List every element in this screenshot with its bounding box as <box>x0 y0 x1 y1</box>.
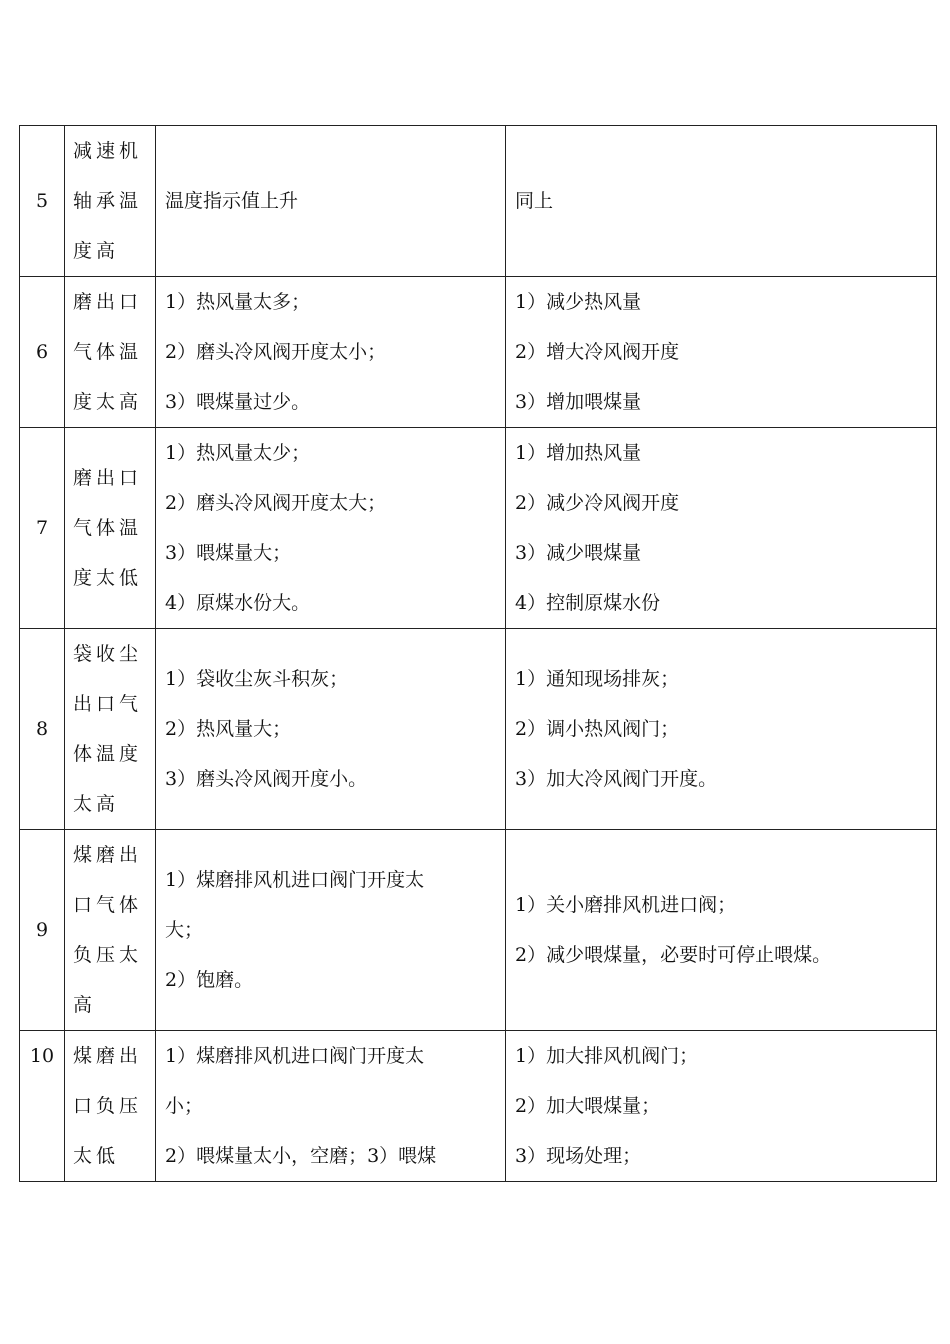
action-line: 1）关小磨排风机进口阀； <box>515 894 737 916</box>
fault-name-line: 口负压 <box>73 1095 143 1117</box>
table-row <box>20 629 937 830</box>
table-row <box>20 277 937 428</box>
fault-name <box>65 126 156 277</box>
fault-name-line: 太低 <box>73 1145 120 1167</box>
fault-name-line: 气体温 <box>73 341 143 363</box>
row-number: 5 <box>20 126 65 277</box>
fault-name-line: 口气体 <box>73 894 143 916</box>
action-line: 2）减少喂煤量，必要时可停止喂煤。 <box>515 944 832 966</box>
row-number: 8 <box>20 629 65 830</box>
fault-name <box>65 1031 156 1182</box>
fault-action <box>506 428 937 629</box>
fault-name-line: 袋收尘 <box>73 643 143 665</box>
cause-line: 2）磨头冷风阀开度太大； <box>165 492 387 514</box>
fault-cause <box>156 1031 506 1182</box>
action-line: 3）加大冷风阀门开度。 <box>515 768 718 790</box>
fault-action <box>506 629 937 830</box>
row-number: 9 <box>20 830 65 1031</box>
fault-name-line: 出口气 <box>73 693 143 715</box>
cause-line: 大； <box>165 919 204 941</box>
fault-action <box>506 830 937 1031</box>
fault-cause <box>156 629 506 830</box>
fault-name-line: 负压太 <box>73 944 143 966</box>
table-row <box>20 428 937 629</box>
cause-line: 2）喂煤量太小，空磨；3）喂煤 <box>165 1145 437 1167</box>
action-line: 1）减少热风量 <box>515 291 642 313</box>
table-row <box>20 830 937 1031</box>
cause-line: 1）煤磨排风机进口阀门开度太 <box>165 869 425 891</box>
fault-name-line: 煤磨出 <box>73 844 143 866</box>
cause-line: 2）热风量大； <box>165 718 292 740</box>
table-row <box>20 126 937 277</box>
fault-name-line: 度高 <box>73 240 120 262</box>
fault-name-line: 轴承温 <box>73 190 143 212</box>
table-row <box>20 1031 937 1182</box>
fault-name <box>65 830 156 1031</box>
cause-line: 小； <box>165 1095 204 1117</box>
cause-line: 3）磨头冷风阀开度小。 <box>165 768 368 790</box>
cause-line: 1）热风量太少； <box>165 442 311 464</box>
fault-table <box>19 125 937 1182</box>
cause-line: 2）磨头冷风阀开度太小； <box>165 341 387 363</box>
action-line: 同上 <box>515 190 554 212</box>
fault-cause <box>156 428 506 629</box>
action-line: 1）通知现场排灰； <box>515 668 680 690</box>
fault-name <box>65 428 156 629</box>
fault-name <box>65 277 156 428</box>
fault-name-line: 煤磨出 <box>73 1045 143 1067</box>
fault-name-line: 太高 <box>73 793 120 815</box>
cause-line: 2）饱磨。 <box>165 969 254 991</box>
fault-action <box>506 1031 937 1182</box>
fault-name-line: 度太高 <box>73 391 143 413</box>
fault-name-line: 度太低 <box>73 567 143 589</box>
fault-name-line: 磨出口 <box>73 291 143 313</box>
row-number: 10 <box>20 1031 65 1182</box>
action-line: 1）增加热风量 <box>515 442 642 464</box>
cause-line: 1）热风量太多； <box>165 291 311 313</box>
fault-action <box>506 126 937 277</box>
action-line: 3）现场处理； <box>515 1145 642 1167</box>
cause-line: 4）原煤水份大。 <box>165 592 311 614</box>
fault-name-line: 高 <box>73 994 97 1016</box>
action-line: 4）控制原煤水份 <box>515 592 661 614</box>
fault-cause <box>156 126 506 277</box>
action-line: 2）调小热风阀门； <box>515 718 680 740</box>
action-line: 3）增加喂煤量 <box>515 391 642 413</box>
action-line: 1）加大排风机阀门； <box>515 1045 699 1067</box>
fault-name-line: 磨出口 <box>73 467 143 489</box>
cause-line: 3）喂煤量过少。 <box>165 391 311 413</box>
fault-name-line: 气体温 <box>73 517 143 539</box>
cause-line: 1）袋收尘灰斗积灰； <box>165 668 349 690</box>
cause-line: 温度指示值上升 <box>165 190 299 212</box>
action-line: 2）增大冷风阀开度 <box>515 341 680 363</box>
fault-cause <box>156 277 506 428</box>
row-number: 7 <box>20 428 65 629</box>
action-line: 3）减少喂煤量 <box>515 542 642 564</box>
fault-name-line: 减速机 <box>73 140 143 162</box>
cause-line: 3）喂煤量大； <box>165 542 292 564</box>
fault-cause <box>156 830 506 1031</box>
fault-name-line: 体温度 <box>73 743 143 765</box>
fault-name <box>65 629 156 830</box>
action-line: 2）减少冷风阀开度 <box>515 492 680 514</box>
fault-action <box>506 277 937 428</box>
action-line: 2）加大喂煤量； <box>515 1095 661 1117</box>
cause-line: 1）煤磨排风机进口阀门开度太 <box>165 1045 425 1067</box>
row-number: 6 <box>20 277 65 428</box>
